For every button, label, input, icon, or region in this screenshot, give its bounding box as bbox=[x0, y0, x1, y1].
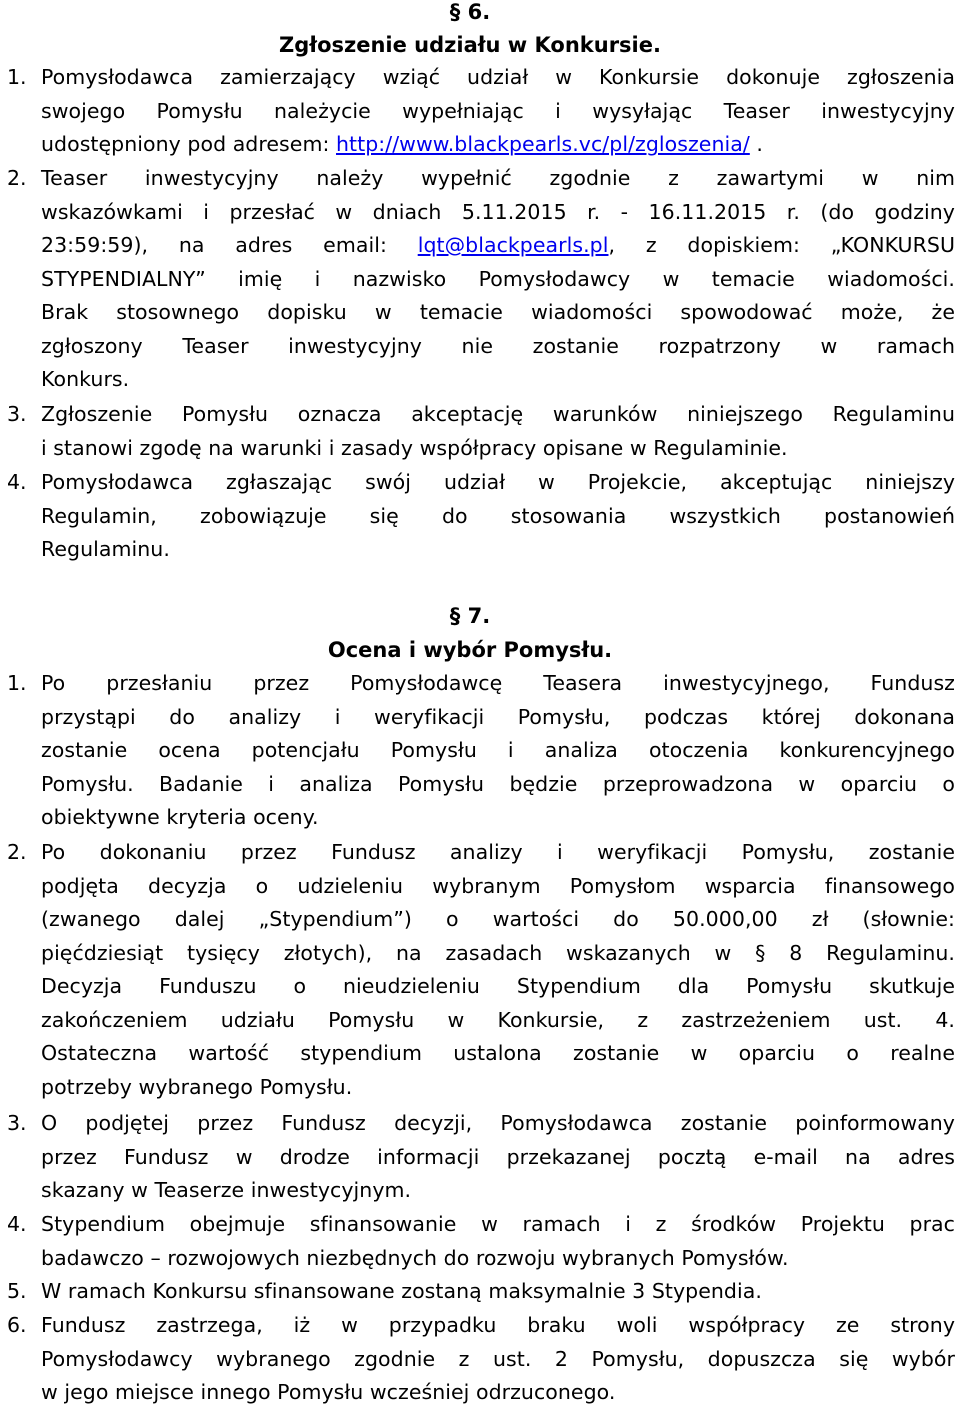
email-suffix: , z dopiskiem: „KONKURSU bbox=[608, 233, 955, 257]
section-7-number: § 7. bbox=[449, 604, 491, 628]
paragraph-line: (zwanego dalej „Stypendium”) o wartości do 50.000,00 zł (słownie: bbox=[41, 907, 955, 931]
s6-item-1 bbox=[7, 61, 955, 162]
paragraph-line bbox=[41, 229, 955, 263]
section-6-number: § 6. bbox=[449, 0, 491, 24]
paragraph-line: i stanowi zgodę na warunki i zasady współpracy opisane w Regulaminie. bbox=[41, 435, 788, 460]
paragraph-line: Konkurs. bbox=[41, 367, 130, 391]
paragraph-line bbox=[41, 128, 955, 162]
item-number: 5. bbox=[7, 1279, 27, 1303]
item-number: 4. bbox=[7, 470, 27, 494]
paragraph-line: Ostateczna wartość stypendium ustalona zostanie w oparciu o realne bbox=[41, 1041, 955, 1065]
paragraph-line: swojego Pomysłu należycie wypełniając i wysyłając Teaser inwestycyjny bbox=[41, 98, 955, 123]
paragraph-line: Stypendium obejmuje sfinansowanie w ramach i z środków Projektu prac bbox=[41, 1212, 955, 1236]
paragraph-line: pięćdziesiąt tysięcy złotych), na zasadach wskazanych w § 8 Regulaminu. bbox=[41, 940, 955, 965]
paragraph-line: w jego miejsce innego Pomysłu wcześniej odrzuconego. bbox=[41, 1380, 616, 1404]
submission-link[interactable]: http://www.blackpearls.vc/pl/zgloszenia/ bbox=[336, 132, 750, 156]
paragraph-line: obiektywne kryteria oceny. bbox=[41, 805, 319, 829]
email-link[interactable]: lqt@blackpearls.pl bbox=[417, 233, 609, 257]
item-number: 3. bbox=[7, 1111, 27, 1135]
paragraph-line: Pomysłodawca zamierzający wziąć udział w Konkursie dokonuje zgłoszenia bbox=[41, 65, 955, 89]
paragraph-line: Po dokonaniu przez Fundusz analizy i weryfikacji Pomysłu, zostanie bbox=[41, 840, 955, 864]
paragraph-line: przez Fundusz w drodze informacji przekazanej pocztą e-mail na adres bbox=[41, 1144, 955, 1169]
s7-item-2 bbox=[7, 836, 955, 1104]
paragraph-line: W ramach Konkursu sfinansowane zostaną maksymalnie 3 Stypendia. bbox=[41, 1279, 762, 1303]
paragraph-line: zostanie ocena potencjału Pomysłu i analiza otoczenia konkurencyjnego bbox=[41, 738, 955, 762]
paragraph-line: Pomysłu. Badanie i analiza Pomysłu będzie przeprowadzona w oparciu o bbox=[41, 771, 955, 796]
link-suffix: . bbox=[749, 132, 763, 156]
s6-item-3 bbox=[7, 398, 955, 465]
paragraph-line: potrzeby wybranego Pomysłu. bbox=[41, 1074, 353, 1099]
item-number: 2. bbox=[7, 166, 27, 190]
paragraph-line: skazany w Teaserze inwestycyjnym. bbox=[41, 1178, 412, 1202]
paragraph-line: Pomysłodawcy wybranego zgodnie z ust. 2 Pomysłu, dopuszcza się wybór bbox=[41, 1346, 955, 1371]
paragraph-line: Teaser inwestycyjny należy wypełnić zgodnie z zawartymi w nim bbox=[41, 166, 955, 190]
paragraph-line: badawczo – rozwojowych niezbędnych do rozwoju wybranych Pomysłów. bbox=[41, 1245, 789, 1270]
paragraph-line: STYPENDIALNY” imię i nazwisko Pomysłodawcy w temacie wiadomości. bbox=[41, 266, 955, 291]
s6-item-4 bbox=[7, 466, 955, 567]
paragraph-line: Brak stosownego dopisku w temacie wiadomości spowodować może, że bbox=[41, 300, 955, 324]
item-number: 1. bbox=[7, 65, 27, 89]
paragraph-line: Zgłoszenie Pomysłu oznacza akceptację warunków niniejszego Regulaminu bbox=[41, 402, 955, 426]
item-number: 6. bbox=[7, 1313, 27, 1337]
s7-item-6 bbox=[7, 1309, 955, 1410]
paragraph-line: przystąpi do analizy i weryfikacji Pomysłu, podczas której dokonana bbox=[41, 704, 955, 729]
paragraph-line: O podjętej przez Fundusz decyzji, Pomysłodawca zostanie poinformowany bbox=[41, 1111, 955, 1135]
s7-item-1 bbox=[7, 667, 955, 835]
paragraph-line: podjęta decyzja o udzieleniu wybranym Pomysłom wsparcia finansowego bbox=[41, 873, 955, 898]
s7-item-5 bbox=[7, 1275, 955, 1309]
item-number: 4. bbox=[7, 1212, 27, 1236]
link-prefix: udostępniony pod adresem: bbox=[41, 132, 336, 156]
s7-item-4 bbox=[7, 1208, 955, 1275]
item-number: 3. bbox=[7, 402, 27, 426]
section-6-title: Zgłoszenie udziału w Konkursie. bbox=[279, 33, 661, 57]
paragraph-line: Po przesłaniu przez Pomysłodawcę Teasera inwestycyjnego, Fundusz bbox=[41, 671, 955, 695]
s7-item-3 bbox=[7, 1107, 955, 1208]
paragraph-line: zakończeniem udziału Pomysłu w Konkursie, z zastrzeżeniem ust. 4. bbox=[41, 1007, 955, 1032]
paragraph-line: Regulamin, zobowiązuje się do stosowania wszystkich postanowień bbox=[41, 503, 955, 528]
paragraph-line: Regulaminu. bbox=[41, 537, 170, 561]
paragraph-line: Pomysłodawca zgłaszając swój udział w Projekcie, akceptując niniejszy bbox=[41, 470, 955, 494]
section-7-title: Ocena i wybór Pomysłu. bbox=[327, 638, 613, 662]
s6-item-2 bbox=[7, 162, 955, 397]
email-prefix: 23:59:59), na adres email: bbox=[41, 233, 418, 257]
paragraph-line: Decyzja Funduszu o nieudzieleniu Stypendium dla Pomysłu skutkuje bbox=[41, 974, 955, 998]
paragraph-line: zgłoszony Teaser inwestycyjny nie zostanie rozpatrzony w ramach bbox=[41, 333, 955, 358]
item-number: 2. bbox=[7, 840, 27, 864]
paragraph-line: Fundusz zastrzega, iż w przypadku braku woli współpracy ze strony bbox=[41, 1313, 955, 1337]
item-number: 1. bbox=[7, 671, 27, 695]
paragraph-line: wskazówkami i przesłać w dniach 5.11.2015 r. - 16.11.2015 r. (do godziny bbox=[41, 199, 955, 224]
